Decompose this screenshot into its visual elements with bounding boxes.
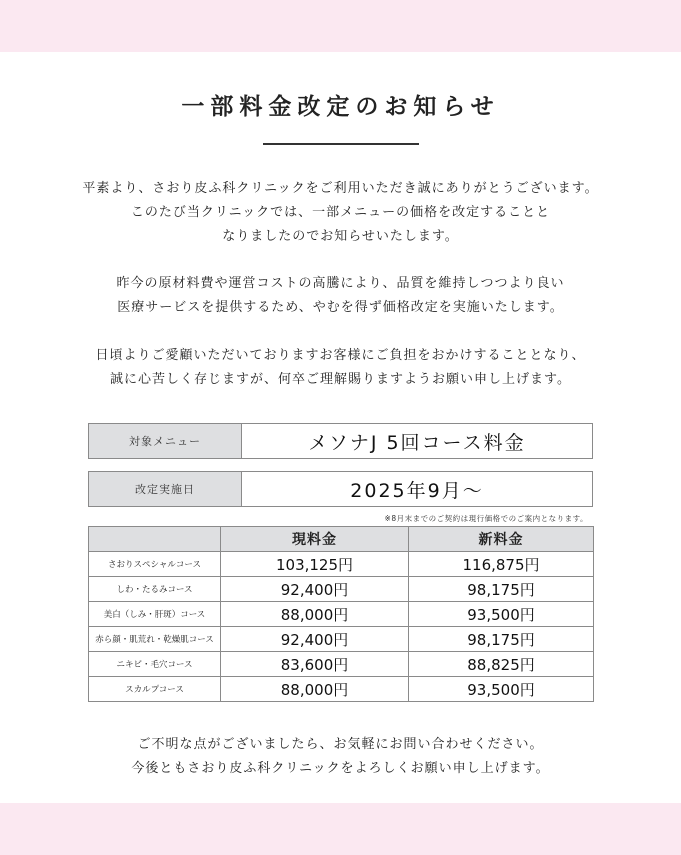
new-price: 93,500円 [409,602,594,627]
reason-line: 昨今の原材料費や運営コストの高騰により、品質を維持しつつより良い [116,276,565,291]
target-menu-box [88,423,593,459]
course-name: さおりスペシャルコース [89,552,221,577]
closing-paragraph [0,733,681,781]
top-pink-band [0,0,681,52]
bottom-pink-band [0,803,681,855]
course-name: しわ・たるみコース [89,577,221,602]
effective-date-label: 改定実施日 [89,472,242,506]
new-price: 88,825円 [409,652,594,677]
closing-line: ご不明な点がございましたら、お気軽にお問い合わせください。 [137,737,544,752]
effective-date-box [88,471,593,507]
current-price: 88,000円 [221,602,409,627]
reason-paragraph [0,272,681,320]
new-price: 98,175円 [409,627,594,652]
header-course [89,527,221,552]
intro-line: なりましたのでお知らせいたします。 [222,229,459,244]
new-price: 116,875円 [409,552,594,577]
intro-line: 平素より、さおり皮ふ科クリニックをご利用いただき誠にありがとうございます。 [82,181,599,196]
contract-note: ※8月末までのご契約は現行価格でのご案内となります。 [384,514,588,523]
notice-card [0,52,681,803]
reason-line: 医療サービスを提供するため、やむを得ず価格改定を実施いたします。 [117,300,564,315]
closing-line: 今後ともさおり皮ふ科クリニックをよろしくお願い申し上げます。 [131,761,550,776]
header-current-price: 現料金 [221,527,409,552]
new-price: 98,175円 [409,577,594,602]
current-price: 83,600円 [221,652,409,677]
table-row [89,652,594,677]
table-row [89,552,594,577]
title-underline [263,143,419,145]
apology-line: 誠に心苦しく存じますが、何卒ご理解賜りますようお願い申し上げます。 [110,372,571,387]
course-name: ニキビ・毛穴コース [89,652,221,677]
table-row [89,677,594,702]
current-price: 92,400円 [221,577,409,602]
target-menu-value: メソナJ 5回コース料金 [308,431,526,454]
course-name: 美白（しみ・肝斑）コース [89,602,221,627]
current-price: 103,125円 [221,552,409,577]
current-price: 92,400円 [221,627,409,652]
new-price: 93,500円 [409,677,594,702]
table-row [89,602,594,627]
current-price: 88,000円 [221,677,409,702]
table-row [89,627,594,652]
effective-date-value: 2025年9月〜 [350,479,484,502]
table-row [89,577,594,602]
apology-paragraph [0,344,681,392]
apology-line: 日頃よりご愛顧いただいておりますお客様にご負担をおかけすることとなり、 [95,348,586,363]
target-menu-label: 対象メニュー [89,424,242,458]
intro-paragraph [0,177,681,249]
page-title: 一部料金改定のお知らせ [181,94,500,120]
header-new-price: 新料金 [409,527,594,552]
course-name: 赤ら顔・肌荒れ・乾燥肌コース [89,627,221,652]
price-table [88,526,594,702]
intro-line: このたび当クリニックでは、一部メニューの価格を改定することと [130,205,551,220]
price-table-header [89,527,594,552]
course-name: スカルプコース [89,677,221,702]
